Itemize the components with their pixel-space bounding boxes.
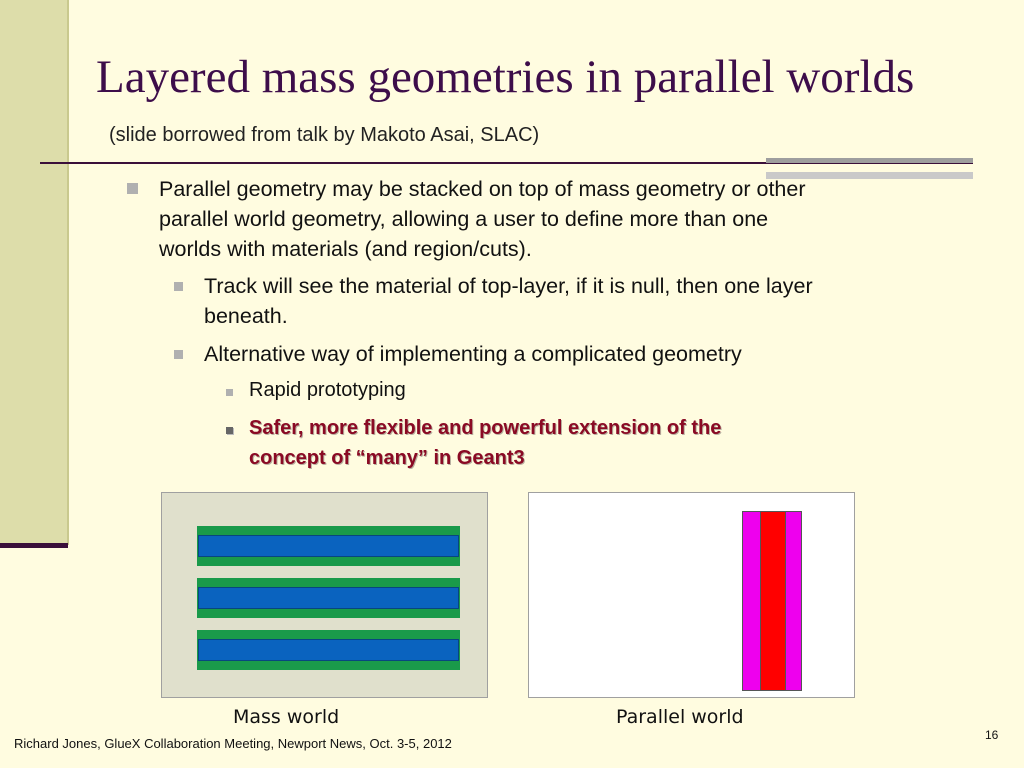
- title-divider-accent: [766, 158, 973, 163]
- mass-layer-core: [198, 535, 459, 557]
- mass-layer: [197, 630, 460, 670]
- bullet-level1-text: [159, 174, 806, 264]
- parallel-volume-inner: [760, 512, 786, 690]
- page-number: 16: [985, 728, 999, 742]
- bullet-line: Rapid prototyping: [249, 379, 406, 401]
- side-decoration-strip: [0, 0, 69, 545]
- bullet-level2-text: [204, 339, 742, 369]
- mass-world-figure: [161, 492, 488, 698]
- bullet-marker-level3: [226, 427, 233, 434]
- side-decoration-bar: [0, 543, 68, 548]
- bullet-line: worlds with materials (and region/cuts).: [159, 237, 532, 261]
- slide-footer: Richard Jones, GlueX Collaboration Meeting, Newport News, Oct. 3-5, 2012: [14, 736, 452, 751]
- parallel-volume-outer: [742, 511, 802, 691]
- bullet-level2-text: [204, 271, 813, 331]
- bullet-line: Safer, more flexible and powerful extension of the: [249, 417, 722, 439]
- bullet-line: Alternative way of implementing a complicated geometry: [204, 342, 742, 366]
- mass-layer: [197, 526, 460, 566]
- bullet-line: Parallel geometry may be stacked on top of mass geometry or other: [159, 177, 806, 201]
- bullet-marker-level1: [127, 183, 138, 194]
- slide-title: Layered mass geometries in parallel worlds: [96, 51, 915, 103]
- bullet-line: parallel world geometry, allowing a user to define more than one: [159, 207, 769, 231]
- bullet-line: concept of “many” in Geant3: [249, 447, 525, 469]
- bullet-marker-level2: [174, 350, 183, 359]
- bullet-level3-emphasis-text: [249, 413, 721, 473]
- bullet-marker-level2: [174, 282, 183, 291]
- bullet-level3-text: [249, 375, 406, 405]
- bullet-marker-level3: [226, 389, 233, 396]
- bullet-line: Track will see the material of top-layer, if it is null, then one layer: [204, 274, 813, 298]
- mass-layer-core: [198, 639, 459, 661]
- bullet-line: beneath.: [204, 304, 288, 328]
- mass-layer: [197, 578, 460, 618]
- parallel-world-figure: [528, 492, 855, 698]
- mass-world-caption: Mass world: [233, 706, 340, 728]
- parallel-world-caption: Parallel world: [616, 706, 744, 728]
- mass-layer-core: [198, 587, 459, 609]
- slide-subtitle: (slide borrowed from talk by Makoto Asai, SLAC): [109, 124, 540, 146]
